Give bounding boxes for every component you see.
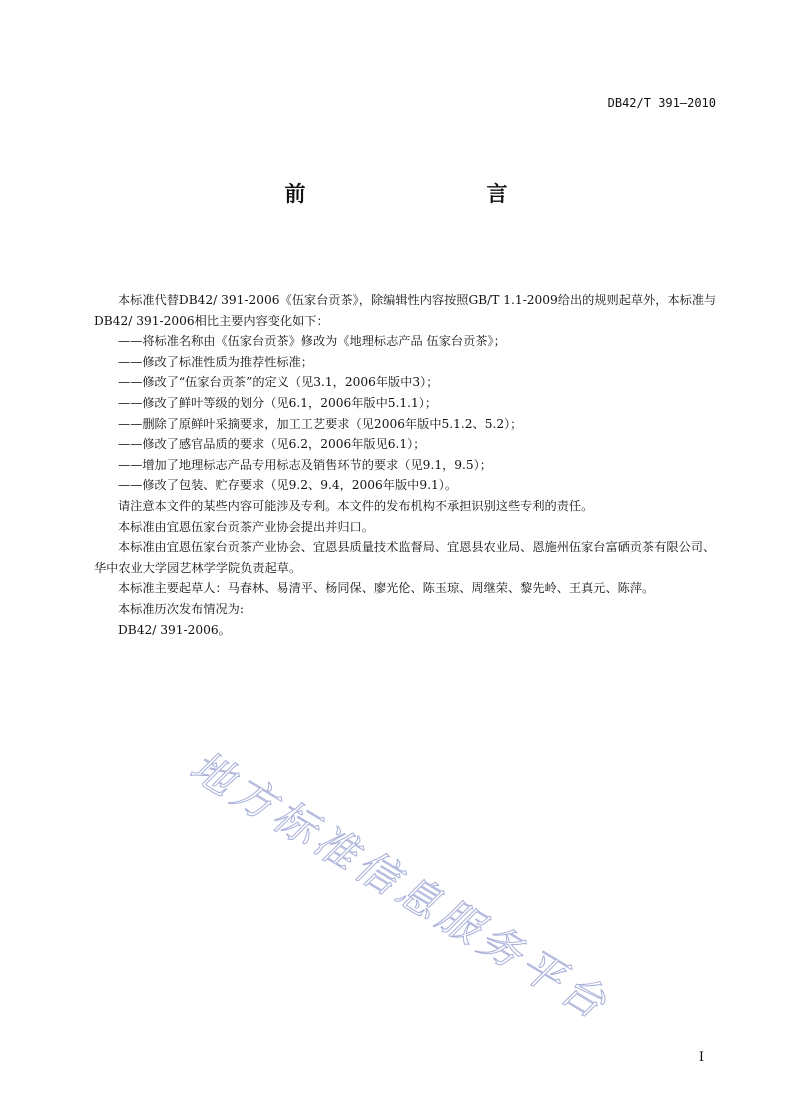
change-item: ——修改了包装、贮存要求（见9.2、9.4，2006年版中9.1）。 (118, 478, 457, 493)
change-item: ——增加了地理标志产品专用标志及销售环节的要求（见9.1，9.5）； (118, 457, 492, 472)
change-item: ——修改了感官品质的要求（见6.2，2006年版见6.1）； (118, 437, 426, 452)
page-title: 前 言 (284, 182, 588, 206)
watermark: 地方标准信息服务平台 (182, 741, 619, 1031)
change-item: ——将标准名称由《伍家台贡茶》修改为《地理标志产品 伍家台贡茶》； (118, 334, 506, 349)
change-item: ——修改了“伍家台贡茶”的定义（见3.1，2006年版中3）； (118, 375, 439, 390)
paragraph-proposer: 本标准由宜恩伍家台贡茶产业协会提出并归口。 (118, 519, 374, 534)
page-number: I (698, 1050, 704, 1065)
document-code: DB42/T 391—2010 (607, 96, 716, 110)
paragraph-history-label: 本标准历次发布情况为: (118, 601, 244, 616)
document-body (94, 290, 720, 640)
change-item: ——删除了原鲜叶采摘要求，加工工艺要求（见2006年版中5.1.2、5.2）； (118, 416, 523, 431)
paragraph-patent-notice: 请注意本文件的某些内容可能涉及专利。本文件的发布机构不承担识别这些专利的责任。 (118, 498, 594, 513)
paragraph-history-item: DB42/ 391-2006。 (118, 622, 231, 637)
change-item: ——修改了标准性质为推荐性标准； (118, 354, 313, 369)
change-item: ——修改了鲜叶等级的划分（见6.1，2006年版中5.1.1）； (118, 395, 438, 410)
paragraph-intro: 本标准代替DB42/ 391-2006《伍家台贡茶》，除编辑性内容按照GB/T 1.1-2009给出的规则起草外，本标准与DB42/ 391-2006相比主要内容变化如下： (94, 293, 717, 328)
paragraph-drafters: 本标准主要起草人：马春林、易清平、杨同保、廖光伦、陈玉琼、周继荣、黎先岭、王真元、陈萍。 (118, 581, 655, 596)
paragraph-drafting-units: 本标准由宜恩伍家台贡茶产业协会、宜恩县质量技术监督局、宜恩县农业局、恩施州伍家台富硒贡茶有限公司、华中农业大学园艺林学学院负责起草。 (94, 540, 716, 575)
